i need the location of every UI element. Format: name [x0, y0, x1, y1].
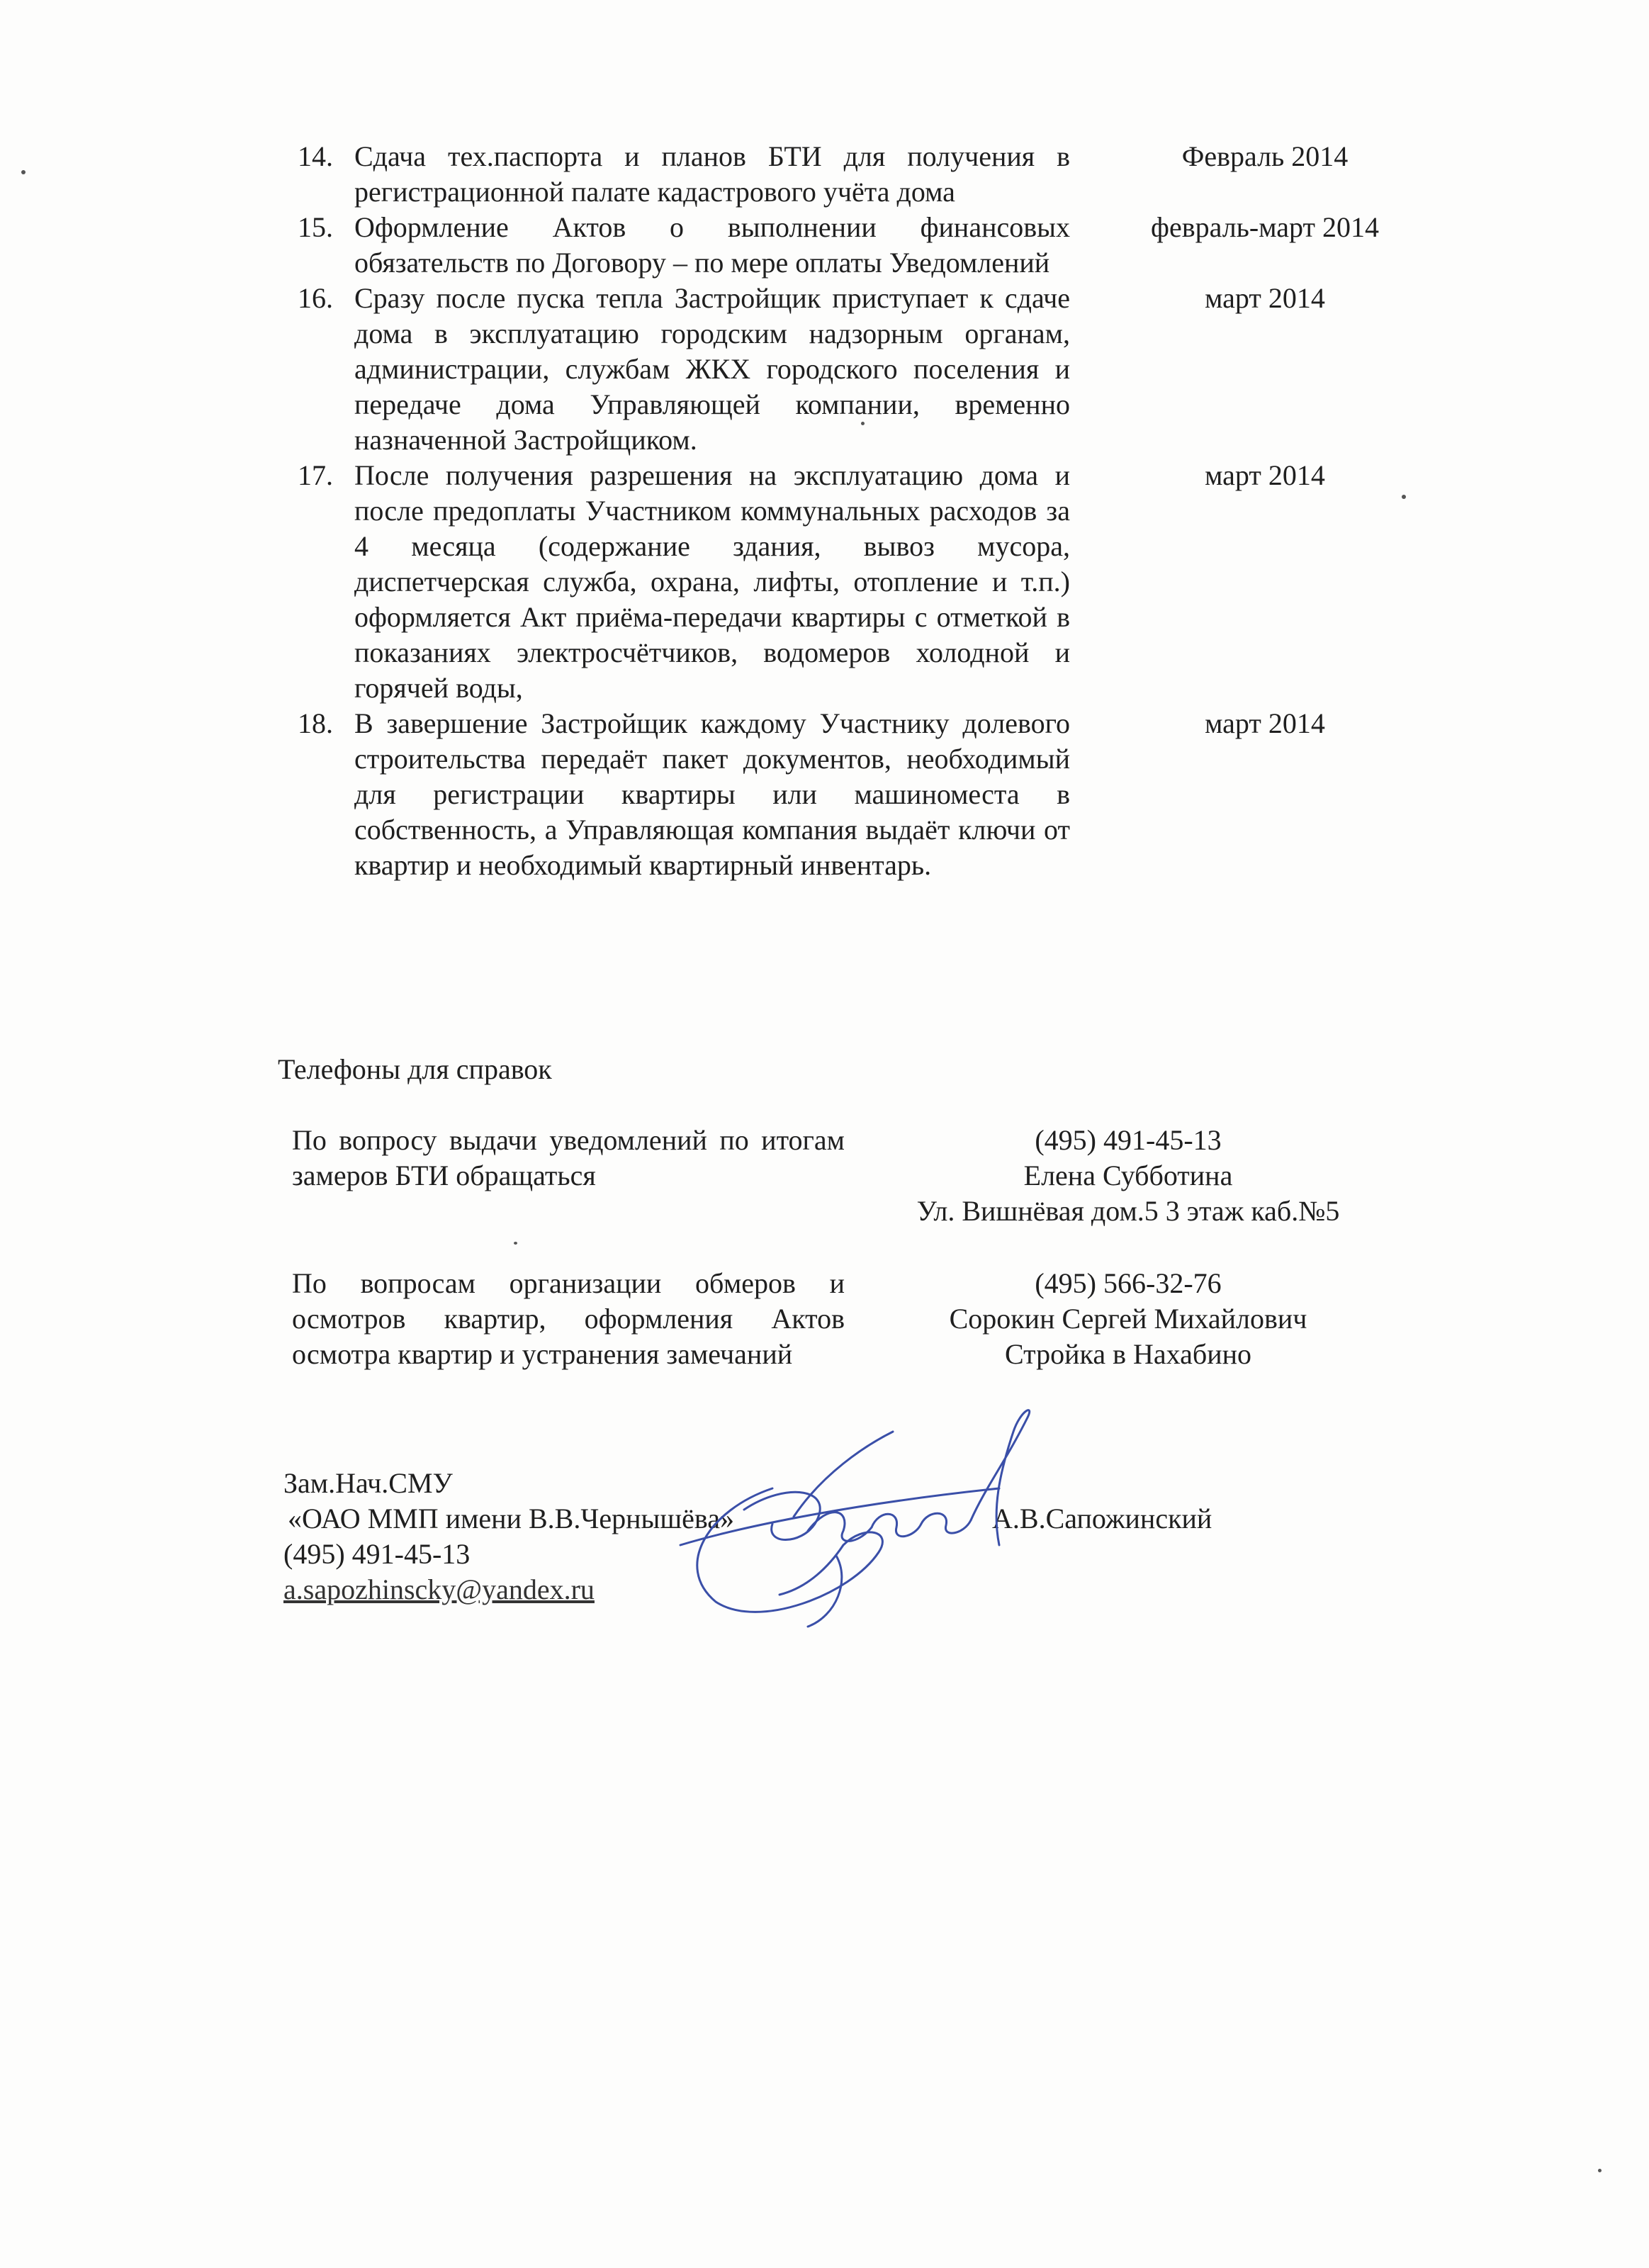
contact-details — [845, 1266, 1397, 1372]
contact-row — [292, 1123, 1397, 1229]
contact-phone: (495) 566-32-76 — [1035, 1267, 1222, 1299]
item-number: 15. — [298, 211, 333, 243]
scan-speck — [21, 170, 26, 174]
signer-name: А.В.Сапожинский — [992, 1503, 1212, 1534]
list-item — [298, 458, 1446, 706]
contact-address: Стройка в Нахабино — [1004, 1338, 1252, 1370]
item-number: 16. — [298, 282, 333, 314]
list-item — [298, 139, 1446, 210]
item-text: Оформление Актов о выполнении финансовых обязательств по Договору – по мере оплаты Уведомлений — [354, 211, 1070, 279]
phones-heading: Телефоны для справок — [278, 1053, 552, 1085]
signer-email-link[interactable]: a.sapozhinscky@yandex.ru — [283, 1573, 595, 1605]
item-number: 14. — [298, 140, 333, 172]
signer-phone: (495) 491-45-13 — [283, 1538, 471, 1570]
item-text: Сразу после пуска тепла Застройщик приступает к сдаче дома в эксплуатацию городским надзорным органам, администрации, службам ЖКХ городского поселения и передаче дома Управляющей компании, временно назначенной Застройщиком. — [354, 282, 1070, 456]
contact-details — [845, 1123, 1397, 1229]
contact-address: Ул. Вишнёвая дом.5 3 этаж каб.№5 — [916, 1195, 1340, 1227]
item-number: 17. — [298, 459, 333, 491]
contact-phone: (495) 491-45-13 — [1035, 1124, 1222, 1156]
signer-organization: «ОАО ММП имени В.В.Чернышёва» — [288, 1503, 735, 1534]
contact-name: Сорокин Сергей Михайлович — [949, 1303, 1307, 1335]
item-date: февраль-март 2014 — [1151, 211, 1379, 243]
scan-speck — [861, 422, 865, 425]
scan-speck — [1598, 2169, 1602, 2172]
scan-speck — [514, 1242, 517, 1245]
item-number: 18. — [298, 707, 333, 739]
list-item — [298, 706, 1446, 883]
item-date: март 2014 — [1205, 459, 1325, 491]
list-item — [298, 210, 1446, 281]
scan-speck — [1402, 495, 1406, 499]
item-date: март 2014 — [1205, 282, 1325, 314]
contact-question: По вопросам организации обмеров и осмотров квартир, оформления Актов осмотра квартир и устранения замечаний — [292, 1267, 845, 1370]
schedule-list — [298, 139, 1446, 883]
list-item — [298, 281, 1446, 458]
contact-question: По вопросу выдачи уведомлений по итогам замеров БТИ обращаться — [292, 1124, 845, 1191]
item-date: Февраль 2014 — [1181, 140, 1349, 172]
item-text: Сдача тех.паспорта и планов БТИ для получения в регистрационной палате кадастрового учёта дома — [354, 140, 1070, 208]
item-text: После получения разрешения на эксплуатацию дома и после предоплаты Участником коммунальных расходов за 4 месяца (содержание здания, вывоз мусора, диспетчерская служба, охрана, лифты, отопление и т.п.) оформляется Акт приёма-передачи квартиры с отметкой в показаниях электросчётчиков, водомеров холодной и горячей воды, — [354, 459, 1070, 704]
signer-position: Зам.Нач.СМУ — [283, 1467, 453, 1499]
contact-name: Елена Субботина — [1023, 1160, 1233, 1191]
item-date: март 2014 — [1205, 707, 1325, 739]
item-text: В завершение Застройщик каждому Участнику долевого строительства передаёт пакет документов, необходимый для регистрации квартиры или машиноместа в собственность, а Управляющая компания выдаёт ключи от квартир и необходимый квартирный инвентарь. — [354, 707, 1070, 881]
handwritten-signature — [666, 1403, 1077, 1637]
contact-row — [292, 1266, 1397, 1372]
